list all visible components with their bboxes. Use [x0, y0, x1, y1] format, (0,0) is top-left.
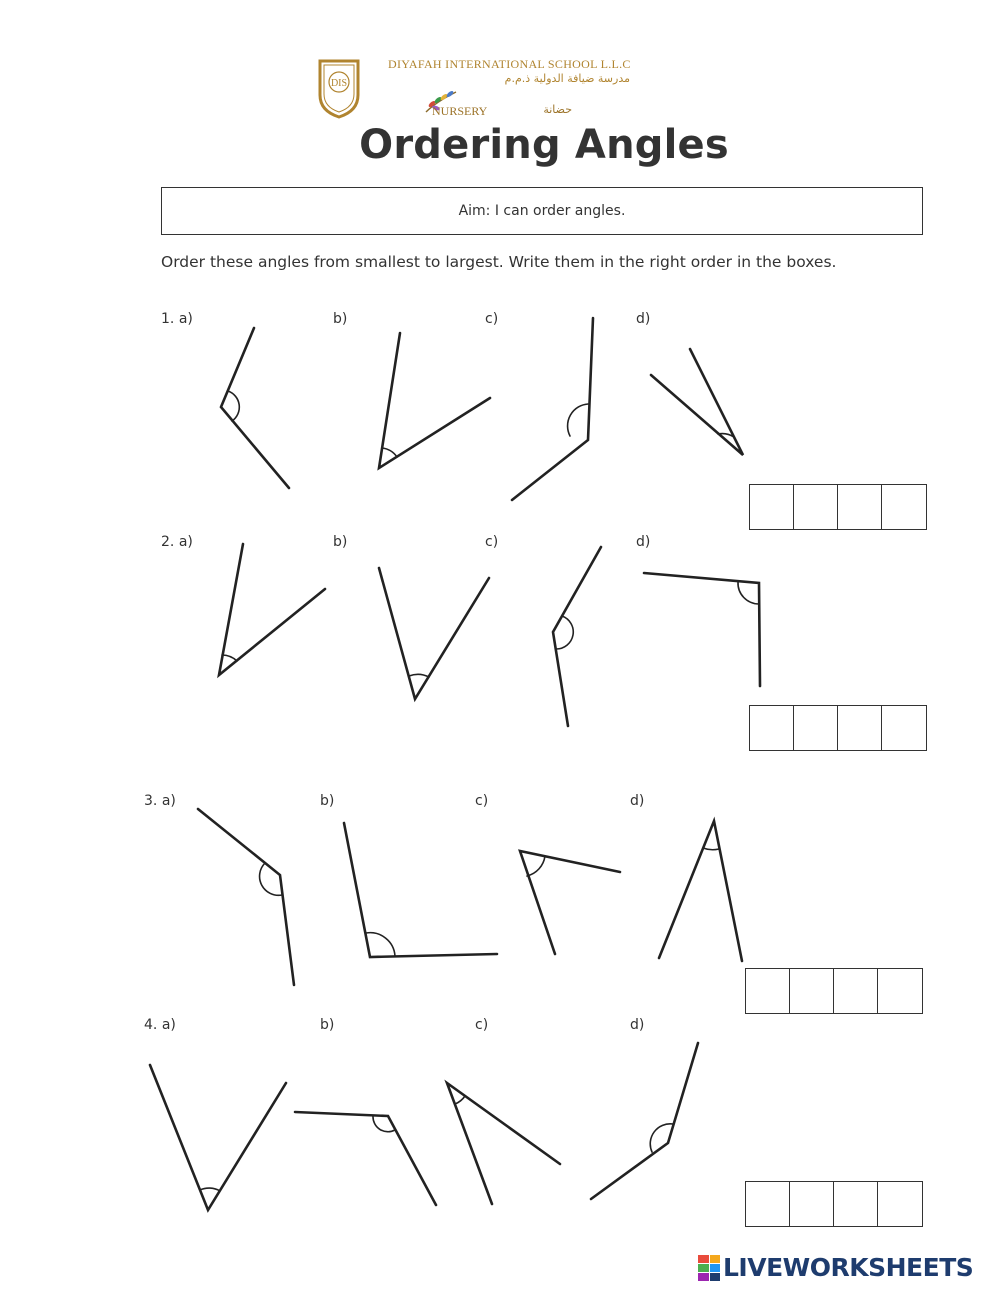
page-title: Ordering Angles: [359, 122, 729, 168]
q1-label-a: 1. a): [161, 311, 193, 327]
answer-box[interactable]: [882, 485, 926, 529]
school-name-arabic: مدرسة ضيافة الدولية ذ.م.م: [504, 72, 630, 85]
angle-2a: [219, 544, 325, 675]
angle-3a: [198, 809, 294, 985]
angle-4b: [295, 1112, 436, 1205]
angle-2b: [379, 568, 489, 699]
answer-boxes-q4: [745, 1181, 923, 1227]
q2-label-b: b): [333, 534, 348, 550]
answer-box[interactable]: [878, 1182, 922, 1226]
angle-1d: [651, 349, 743, 455]
answer-box[interactable]: [790, 969, 834, 1013]
school-name: DIYAFAH INTERNATIONAL SCHOOL L.L.C: [388, 57, 631, 71]
q1-label-b: b): [333, 311, 348, 327]
answer-box[interactable]: [834, 1182, 878, 1226]
answer-box[interactable]: [794, 485, 838, 529]
q1-label-c: c): [485, 311, 499, 327]
angle-3c: [520, 851, 620, 954]
answer-box[interactable]: [878, 969, 922, 1013]
angle-3d: [659, 821, 742, 961]
q4-label-a: 4. a): [144, 1017, 176, 1033]
angle-1c: [512, 318, 593, 500]
q4-label-c: c): [475, 1017, 489, 1033]
q3-label-d: d): [630, 793, 645, 809]
angle-4a: [150, 1065, 286, 1210]
answer-boxes-q3: [745, 968, 923, 1014]
logo-initials: DIS: [330, 78, 348, 89]
angle-3b: [344, 823, 497, 957]
answer-box[interactable]: [882, 706, 926, 750]
aim-text: Aim: I can order angles.: [458, 203, 626, 219]
answer-boxes-q2: [749, 705, 927, 751]
q3-label-c: c): [475, 793, 489, 809]
answer-box[interactable]: [838, 485, 882, 529]
nursery-label-arabic: حضانة: [543, 103, 572, 116]
nursery-label: NURSERY: [432, 104, 488, 118]
q2-label-c: c): [485, 534, 499, 550]
instruction-text: Order these angles from smallest to largest. Write them in the right order in the boxes.: [161, 253, 837, 271]
angle-2d: [644, 573, 760, 686]
answer-box[interactable]: [790, 1182, 834, 1226]
answer-box[interactable]: [794, 706, 838, 750]
q3-label-a: 3. a): [144, 793, 176, 809]
liveworksheets-logo-icon: [698, 1255, 720, 1281]
q2-label-a: 2. a): [161, 534, 193, 550]
q4-label-b: b): [320, 1017, 335, 1033]
angle-2c: [553, 547, 601, 726]
answer-boxes-q1: [749, 484, 927, 530]
answer-box[interactable]: [746, 969, 790, 1013]
answer-box[interactable]: [834, 969, 878, 1013]
q1-label-d: d): [636, 311, 651, 327]
answer-box[interactable]: [750, 485, 794, 529]
liveworksheets-brand: [698, 1253, 973, 1282]
angle-1a: [221, 328, 289, 488]
angle-4c: [447, 1083, 560, 1204]
q2-label-d: d): [636, 534, 651, 550]
liveworksheets-text: LIVEWORKSHEETS: [723, 1253, 974, 1282]
angle-1b: [379, 333, 490, 468]
q3-label-b: b): [320, 793, 335, 809]
answer-box[interactable]: [746, 1182, 790, 1226]
angle-4d: [591, 1043, 698, 1199]
answer-box[interactable]: [750, 706, 794, 750]
q4-label-d: d): [630, 1017, 645, 1033]
answer-box[interactable]: [838, 706, 882, 750]
